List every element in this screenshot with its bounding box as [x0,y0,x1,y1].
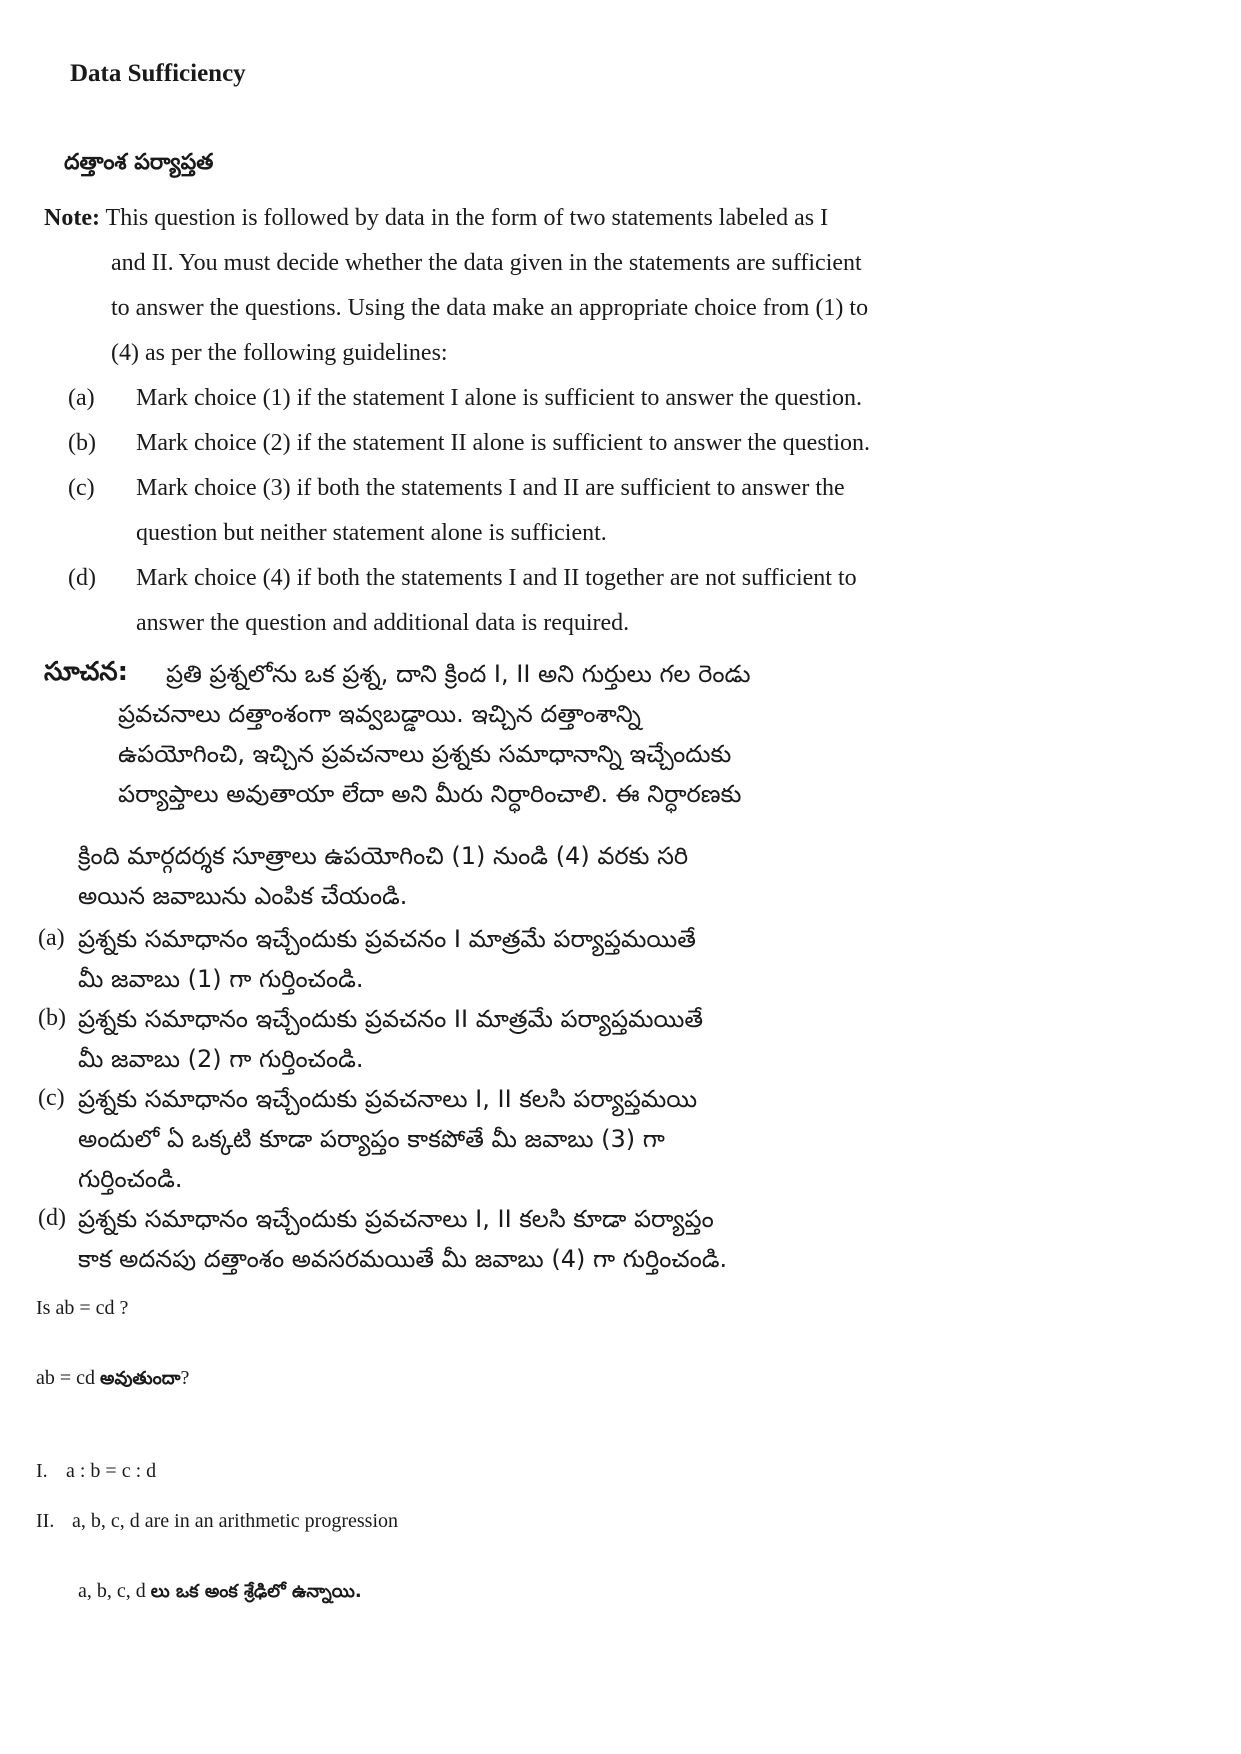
statement-te-suffix: లు ఒక అంక శ్రేఢిలో ఉన్నాయి. [150,1581,362,1602]
statement-te-prefix: a, b, c, d [78,1580,146,1602]
statement-2: a, b, c, d are in an arithmetic progression [72,1510,398,1532]
guideline-label-d: (d) [68,565,96,591]
te-guideline-label-c: (c) [38,1085,65,1111]
te-guideline-a: ప్రశ్నకు సమాధానం ఇచ్చేందుకు ప్రవచనం I మాత్రమే పర్యాప్తమయితే [78,925,696,953]
guideline-a: Mark choice (1) if the statement I alone is sufficient to answer the question. [136,385,862,411]
te-guideline-d: ప్రశ్నకు సమాధానం ఇచ్చేందుకు ప్రవచనాలు I, II కలసి కూడా పర్యాప్తం [78,1205,714,1233]
question-text: Is ab = cd ? [36,1297,129,1319]
statement-label-2: II. [36,1510,55,1532]
section-title-telugu: దత్తాంశ పర్యాప్తత [64,150,214,175]
guideline-b: Mark choice (2) if the statement II alone is sufficient to answer the question. [136,430,870,456]
guideline-d: Mark choice (4) if both the statements I and II together are not sufficient to [136,565,857,591]
te-guideline-b: ప్రశ్నకు సమాధానం ఇచ్చేందుకు ప్రవచనం II మాత్రమే పర్యాప్తమయితే [78,1005,704,1033]
note-te-line-6: అయిన జవాబును ఎంపిక చేయండి. [78,882,408,910]
note-te-line-3: ఉపయోగించి, ఇచ్చిన ప్రవచనాలు ప్రశ్నకు సమాధానాన్ని ఇచ్చేందుకు [118,740,732,768]
note-line-3: to answer the questions. Using the data make an appropriate choice from (1) to [111,295,869,321]
te-guideline-a-cont: మీ జవాబు (1) గా గుర్తించండి. [78,965,364,993]
statement-2-telugu [78,1580,362,1606]
note-te-line-1: ప్రతి ప్రశ్నలోను ఒక ప్రశ్న, దాని క్రింద I, II అని గుర్తులు గల రెండు [166,660,751,688]
note-te-line-4: పర్యాప్తాలు అవుతాయా లేదా అని మీరు నిర్ధారించాలి. ఈ నిర్ధారణకు [118,780,742,808]
te-guideline-label-a: (a) [38,925,65,951]
guideline-d-cont: answer the question and additional data is required. [136,610,630,636]
guideline-label-c: (c) [68,475,95,501]
te-guideline-c-cont-2: గుర్తించండి. [78,1165,183,1193]
question-te-suffix: అవుతుందా [100,1368,181,1389]
te-guideline-c: ప్రశ్నకు సమాధానం ఇచ్చేందుకు ప్రవచనాలు I, II కలసి పర్యాప్తమయి [78,1085,698,1113]
guideline-c: Mark choice (3) if both the statements I and II are sufficient to answer the [136,475,845,501]
section-title: Data Sufficiency [70,60,246,87]
question-te-qmark: ? [180,1367,190,1389]
te-guideline-b-cont: మీ జవాబు (2) గా గుర్తించండి. [78,1045,364,1073]
question-text-telugu [36,1367,189,1393]
te-guideline-c-cont-1: అందులో ఏ ఒక్కటి కూడా పర్యాప్తం కాకపోతే మీ జవాబు (3) గా [78,1125,665,1153]
note-line-2: and II. You must decide whether the data given in the statements are sufficient [111,250,862,276]
guideline-label-a: (a) [68,385,95,411]
guideline-c-cont: question but neither statement alone is sufficient. [136,520,607,546]
note-te-line-2: ప్రవచనాలు దత్తాంశంగా ఇవ్వబడ్డాయి. ఇచ్చిన దత్తాంశాన్ని [118,700,641,728]
note-te-line-5: క్రింది మార్గదర్శక సూత్రాలు ఉపయోగించి (1) నుండి (4) వరకు సరి [78,842,689,870]
question-te-prefix: ab = cd [36,1367,96,1389]
statement-1: a : b = c : d [66,1460,157,1482]
note-label-telugu: సూచన: [44,657,129,687]
note-line-4: (4) as per the following guidelines: [111,340,448,366]
te-guideline-d-cont: కాక అదనపు దత్తాంశం అవసరమయితే మీ జవాబు (4) గా గుర్తించండి. [78,1245,728,1273]
note-text: This question is followed by data in the form of two statements labeled as I [105,205,829,231]
note-label: Note: [44,205,100,231]
statement-label-1: I. [36,1460,48,1482]
te-guideline-label-d: (d) [38,1205,66,1231]
note-line-1 [44,205,928,232]
guideline-label-b: (b) [68,430,96,456]
te-guideline-label-b: (b) [38,1005,66,1031]
